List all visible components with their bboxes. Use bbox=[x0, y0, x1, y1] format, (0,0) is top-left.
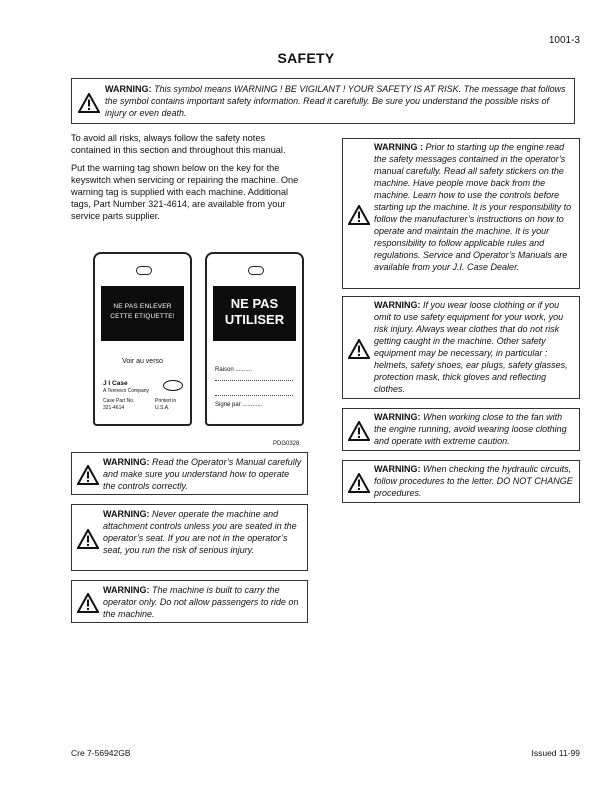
warning-text bbox=[103, 456, 303, 492]
warning-tag-front bbox=[93, 252, 192, 426]
warning-text bbox=[103, 584, 303, 620]
tag-line-2: UTILISER bbox=[224, 312, 285, 327]
tag-line-1: NE PAS ENLEVER bbox=[113, 303, 172, 310]
warning-body: The machine is built to carry the operator only. Do not allow passengers to ride on the machine. bbox=[103, 585, 299, 619]
warning-label: WARNING: bbox=[374, 464, 421, 474]
tag-black-panel bbox=[101, 286, 184, 341]
warning-triangle-icon bbox=[77, 465, 99, 485]
page-number: 1001-3 bbox=[548, 35, 580, 46]
tag-hole bbox=[136, 266, 152, 275]
tag-black-panel bbox=[213, 286, 296, 341]
warning-body: Prior to starting up the engine read the safety messages contained in the operator’s manual carefully. Read all safety stickers on the machine. Have people move back from the machine. Learn how to use the controls before starting up the machine. It is your responsibility to follow the manufacturer’s instructions on how to operate and maintain the machine. It is your responsibility to follow applicable rules and regulations. Service and Operator’s Manuals are available from your J.I. Case Dealer. bbox=[374, 142, 572, 272]
warning-body: This symbol means WARNING ! BE VIGILANT ! YOUR SAFETY IS AT RISK. The message that follows the symbol contains important safety information. Read it carefully. Be sure you understand the possible risks of injury or even death. bbox=[105, 84, 566, 118]
warning-text bbox=[374, 463, 576, 499]
tag-hole bbox=[248, 266, 264, 275]
warning-text bbox=[103, 508, 303, 556]
warning-label: WARNING : bbox=[374, 142, 423, 152]
warning-box-fan bbox=[342, 408, 580, 451]
tag-line-1: NE PAS bbox=[230, 296, 279, 311]
warning-box-seated bbox=[71, 504, 308, 571]
tag-brand: J I Case bbox=[103, 380, 128, 387]
tag-printed-in: U.S.A. bbox=[155, 405, 170, 411]
warning-box-hydraulic bbox=[342, 460, 580, 503]
tag-dotted-lines bbox=[215, 380, 293, 396]
warning-box-loose-clothing bbox=[342, 296, 580, 399]
warning-triangle-icon bbox=[348, 473, 370, 493]
tag-part-label: Case Part No. bbox=[103, 398, 135, 404]
top-warning-box bbox=[71, 78, 575, 124]
warning-triangle-icon bbox=[348, 421, 370, 441]
tag-raison: Raison .......... bbox=[215, 367, 253, 373]
warning-triangle-icon bbox=[78, 93, 100, 113]
tag-brand-sub: A Tenneco Company bbox=[103, 388, 150, 394]
top-warning-text bbox=[105, 83, 568, 119]
tag-part-no: 321-4614 bbox=[103, 405, 125, 411]
tag-verso: Voir au verso bbox=[122, 358, 163, 365]
warning-text bbox=[374, 141, 576, 273]
warning-box-operators-manual bbox=[71, 452, 308, 495]
warning-label: WARNING: bbox=[103, 509, 150, 519]
warning-label: WARNING: bbox=[374, 412, 421, 422]
warning-box-starting-engine bbox=[342, 138, 580, 289]
warning-triangle-icon bbox=[348, 339, 370, 359]
intro-paragraph-1: To avoid all risks, always follow the safety notes contained in this section and throughout this manual. bbox=[71, 133, 286, 155]
warning-body: If you wear loose clothing or if you omit to use safety equipment for your work, you risk injury. Always wear clothes that do not risk getting caught in the machine. Other safety equipment may be necessary, in particular : helmets, safety shoes, ear plugs, safety glasses, protection mask, thick gloves and reflecting clothes. bbox=[374, 300, 568, 394]
tenneco-logo-icon bbox=[163, 380, 183, 391]
warning-label: WARNING: bbox=[105, 84, 152, 94]
footer-document-code: Cre 7-56942GB bbox=[71, 748, 131, 758]
warning-label: WARNING: bbox=[103, 585, 150, 595]
warning-body: When working close to the fan with the engine running, avoid wearing loose clothing and operate with extreme caution. bbox=[374, 412, 567, 446]
figure-code: PDG0328 bbox=[273, 441, 300, 447]
warning-triangle-icon bbox=[77, 593, 99, 613]
warning-body: When checking the hydraulic circuits, follow procedures to the letter. DO NOT CHANGE procedures. bbox=[374, 464, 573, 498]
warning-tag-back bbox=[205, 252, 304, 426]
warning-box-passengers bbox=[71, 580, 308, 623]
warning-text bbox=[374, 299, 576, 395]
page-title: SAFETY bbox=[277, 50, 335, 66]
warning-label: WARNING: bbox=[374, 300, 421, 310]
tag-printed-label: Printed in bbox=[155, 398, 177, 404]
tag-signe: Signé par ............ bbox=[215, 402, 263, 408]
footer-issue-date: Issued 11-99 bbox=[531, 748, 580, 758]
warning-body: Read the Operator’s Manual carefully and make sure you understand how to operate the controls correctly. bbox=[103, 457, 302, 491]
warning-triangle-icon bbox=[348, 205, 370, 225]
warning-text bbox=[374, 411, 576, 447]
warning-triangle-icon bbox=[77, 529, 99, 549]
tag-line-2: CETTE ETIQUETTE! bbox=[110, 313, 175, 320]
warning-body: Never operate the machine and attachment controls unless you are seated in the operator’s seat. If you are not in the operator’s seat, you run the risk of serious injury. bbox=[103, 509, 297, 555]
intro-paragraph-2: Put the warning tag shown below on the key for the keyswitch when servicing or repairing the machine. One warning tag is supplied with each machine. Additional tags, Part Number 321-4614, are available from your service parts supplier. bbox=[71, 163, 299, 221]
warning-label: WARNING: bbox=[103, 457, 150, 467]
